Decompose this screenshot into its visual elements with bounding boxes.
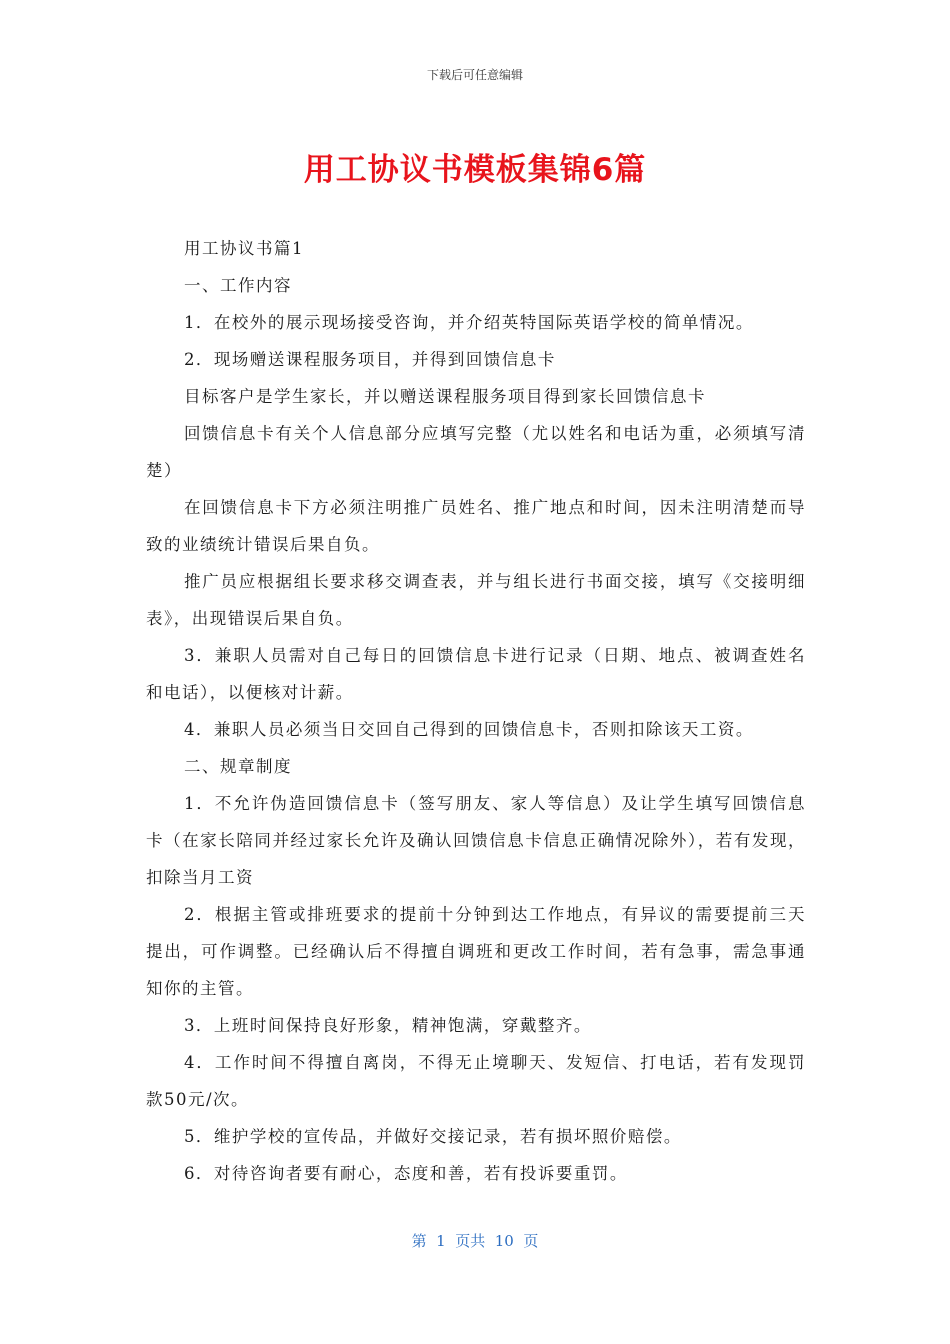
header-note: 下载后可任意编辑 <box>426 68 523 82</box>
paragraph: 目标客户是学生家长，并以赠送课程服务项目得到家长回馈信息卡 <box>183 387 706 406</box>
paragraph: 推广员应根据组长要求移交调查表，并与组长进行书面交接，填写《交接明细表》，出现错误后果自负。 <box>146 572 806 628</box>
paragraph: 回馈信息卡有关个人信息部分应填写完整（尤以姓名和电话为重，必须填写清楚） <box>146 424 806 480</box>
paragraph: 6．对待咨询者要有耐心，态度和善，若有投诉要重罚。 <box>183 1164 628 1183</box>
paragraph: 在回馈信息卡下方必须注明推广员姓名、推广地点和时间，因未注明清楚而导致的业绩统计错误后果自负。 <box>146 498 806 554</box>
subsection-heading: 一、工作内容 <box>183 276 292 295</box>
paragraph: 2．根据主管或排班要求的提前十分钟到达工作地点，有异议的需要提前三天提出，可作调整。已经确认后不得擅自调班和更改工作时间，若有急事，需急事通知你的主管。 <box>146 905 806 998</box>
document-body <box>146 230 806 1192</box>
page-number-footer: 第 1 页共 10 页 <box>411 1232 539 1250</box>
paragraph: 4．工作时间不得擅自离岗，不得无止境聊天、发短信、打电话，若有发现罚款50元/次。 <box>146 1053 806 1109</box>
document-title: 用工协议书模板集锦6篇 <box>303 152 647 188</box>
paragraph: 2．现场赠送课程服务项目，并得到回馈信息卡 <box>183 350 556 369</box>
paragraph: 4．兼职人员必须当日交回自己得到的回馈信息卡，否则扣除该天工资。 <box>183 720 754 739</box>
section-heading: 用工协议书篇1 <box>183 239 304 258</box>
paragraph: 3．兼职人员需对自己每日的回馈信息卡进行记录（日期、地点、被调查姓名和电话），以便核对计薪。 <box>146 646 806 702</box>
paragraph: 1．不允许伪造回馈信息卡（签写朋友、家人等信息）及让学生填写回馈信息卡（在家长陪同并经过家长允许及确认回馈信息卡信息正确情况除外），若有发现，扣除当月工资 <box>146 794 806 887</box>
paragraph: 5．维护学校的宣传品，并做好交接记录，若有损坏照价赔偿。 <box>183 1127 682 1146</box>
paragraph: 1．在校外的展示现场接受咨询，并介绍英特国际英语学校的简单情况。 <box>183 313 754 332</box>
paragraph: 3．上班时间保持良好形象，精神饱满，穿戴整齐。 <box>183 1016 592 1035</box>
subsection-heading: 二、规章制度 <box>183 757 292 776</box>
